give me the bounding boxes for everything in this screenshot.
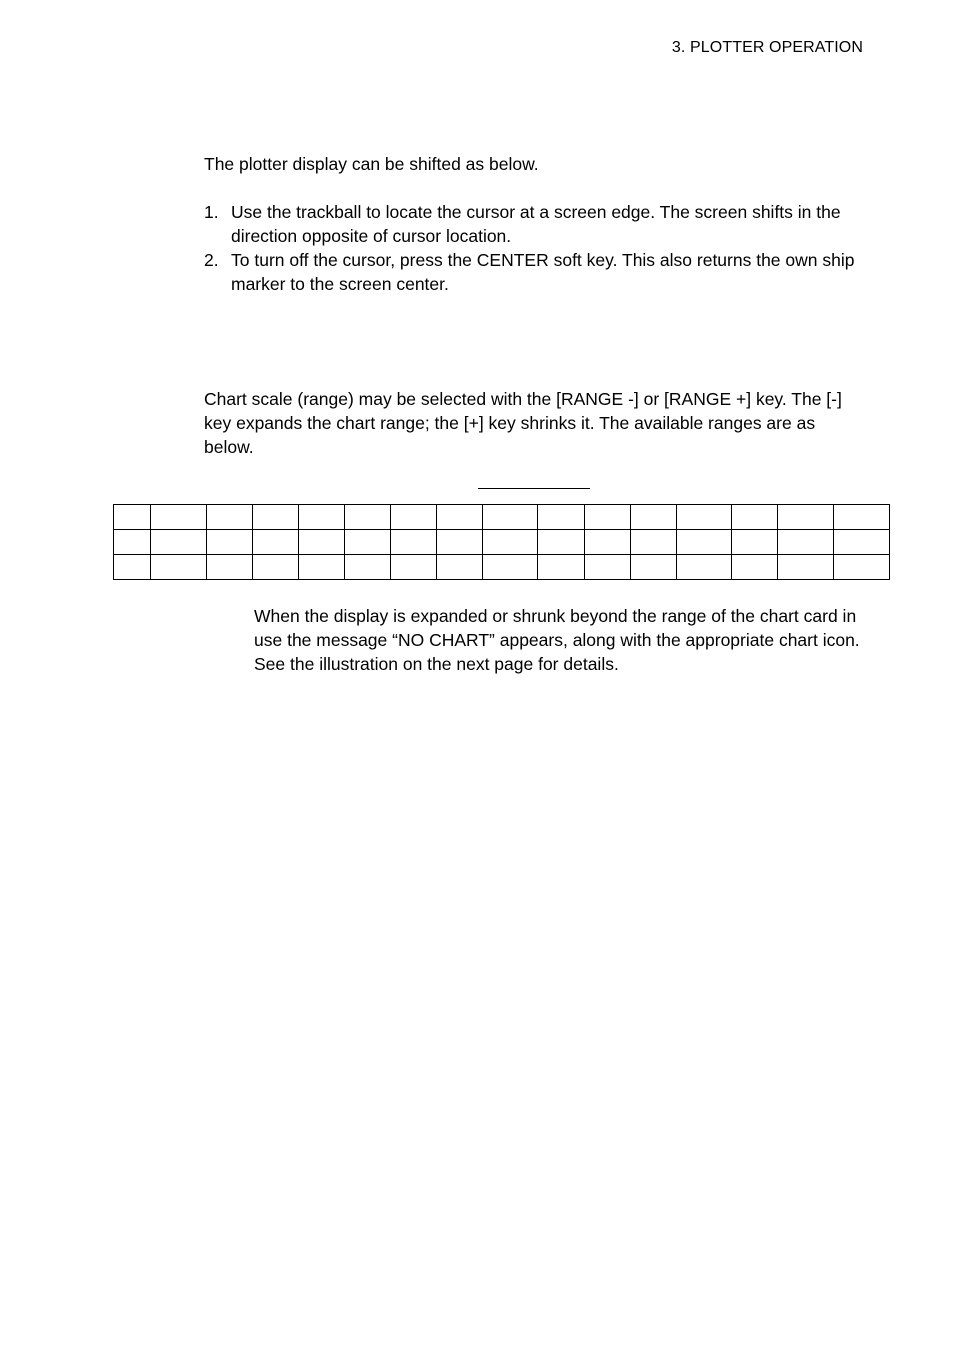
table-cell [585,530,631,555]
table-cell [778,505,834,530]
table-cell [299,555,345,580]
table-cell [677,505,732,530]
list-item [204,248,864,296]
table-cell [253,555,299,580]
table-cell [114,505,151,530]
table-cell [391,505,437,530]
table-cell [538,555,585,580]
table-row [114,530,890,555]
table-cell [834,505,890,530]
table-cell [834,530,890,555]
table-row [114,555,890,580]
table-cell [345,555,391,580]
table-cell [732,505,778,530]
step-number: 1. [204,202,219,222]
table-cell [207,530,253,555]
step-text: Use the trackball to locate the cursor at a screen edge. The screen shifts in the direction opposite of cursor location. [231,202,841,246]
list-item [204,200,864,248]
table-cell [631,530,677,555]
step-text: To turn off the cursor, press the CENTER soft key. This also returns the own ship marker to the screen center. [231,250,855,294]
table-cell [732,530,778,555]
table-cell [677,530,732,555]
range-description-text: Chart scale (range) may be selected with the [RANGE -] or [RANGE +] key. The [-] key expands the chart range; the [+] key shrinks it. The available ranges are as below. [204,389,842,457]
table-cell [151,530,207,555]
table-cell [207,505,253,530]
table-cell [114,530,151,555]
table-cell [437,530,483,555]
table-cell [437,555,483,580]
table-cell [483,530,538,555]
table-cell [778,530,834,555]
table-cell [253,505,299,530]
range-table [113,504,890,580]
table-cell [677,555,732,580]
table-cell [483,505,538,530]
table-cell [732,555,778,580]
table-cell [631,555,677,580]
table-title-underline [478,488,590,489]
table-cell [437,505,483,530]
table-cell [391,555,437,580]
no-chart-note: When the display is expanded or shrunk beyond the range of the chart card in use the message “NO CHART” appears, along with the appropriate chart icon. See the illustration on the next page for details. [254,606,860,674]
table-cell [114,555,151,580]
table-cell [538,505,585,530]
table-cell [585,505,631,530]
table-cell [631,505,677,530]
table-cell [151,555,207,580]
shift-steps-list [204,200,864,296]
shift-intro-text: The plotter display can be shifted as below. [204,154,539,174]
table-cell [253,530,299,555]
table-cell [299,530,345,555]
table-cell [391,530,437,555]
table-cell [834,555,890,580]
table-cell [778,555,834,580]
table-cell [345,530,391,555]
table-row [114,505,890,530]
table-cell [345,505,391,530]
chapter-header: 3. PLOTTER OPERATION [671,39,863,56]
range-table-body [114,505,890,580]
step-number: 2. [204,250,219,270]
table-cell [207,555,253,580]
table-cell [538,530,585,555]
table-cell [151,505,207,530]
table-cell [483,555,538,580]
table-cell [299,505,345,530]
table-cell [585,555,631,580]
